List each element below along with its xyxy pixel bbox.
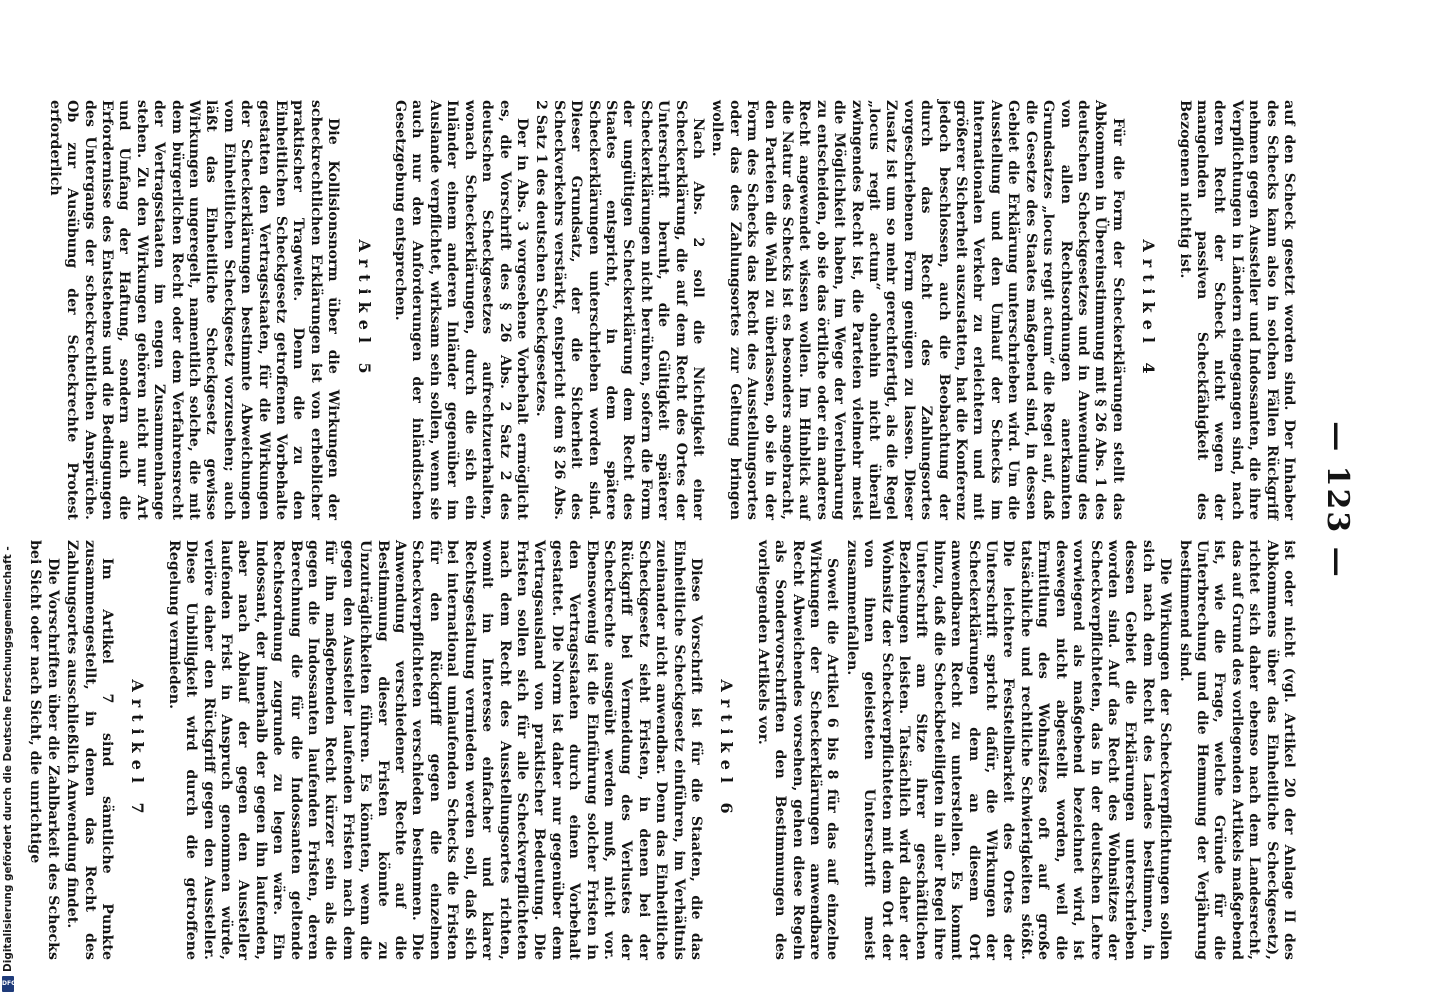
paragraph: Diese Vorschrift ist für die Staaten, die das Einheitliche Scheckgesetz einführen, im Verhältnis zueinander nicht anwendbar. Denn das Einheitliche Scheckgesetz sieht Fristen, in denen bei der Rückgriff bei Vermeidung des Verlustes der Scheckrechte ausgeübt werden muß, nicht vor. Ebensowenig ist die Einführung solcher Fristen in den Vertragsstaaten durch einen Vorbehalt gestattet. Die Norm ist daher nur gegenüber dem Vertragsausland von praktischer Bedeutung. Die Fristen sollen sich für alle Scheckverpflichteten nach dem Recht des Ausstellungsortes richten, womit im Interesse einfacher und klarer Rechtsgestaltung vermieden werden soll, daß sich bei international umlaufenden Schecks die Fristen für den Rückgriff gegen die einzelnen Scheckverpflichteten verschieden bestimmen. Die Anwendung verschiedener Rechte auf die Bestimmung dieser Fristen könnte zu Unzuträglichkeiten führen. Es könnten, wenn die gegen den Aussteller laufenden Fristen nach dem für ihn maßgebenden Recht kürzer sein als die gegen die Indossanten laufenden Fristen, deren Berechnung die für die Indossanten geltende Rechtsordnung zugrunde zu legen wäre. Ein Indossant, der innerhalb der gegen ihn laufenden, aber nach Ablauf der gegen den Aussteller laufenden Frist in Anspruch genommen würde, verlöre daher den Rückgriff gegen den Aussteller. Diese Unbilligkeit wird durch die getroffene Regelung vermieden. xyxy=(165,540,704,960)
paragraph: Die Wirkungen der Scheckverpflichtungen sollen sich nach dem Recht des Landes bestimmen, in dessen Gebiet die Erklärungen unterschrieben worden sind. Auf das Recht des Wohnsitzes der Scheckverpflichteten, das in der deutschen Lehre vorwiegend als maßgebend bezeichnet wird, ist deswegen nicht abgestellt worden, weil die Ermittlung des Wohnsitzes oft auf große tatsächliche und rechtliche Schwierigkeiten stößt. Die leichtere Feststellbarkeit des Ortes der Unterschrift spricht dafür, die Wirkungen der Scheckerklärungen dem an diesem Ort anwendbaren Recht zu unterstellen. Es kommt hinzu, daß die Scheckbeteiligten in aller Regel ihre Unterschrift am Sitze ihrer geschäftlichen Beziehungen leisten. Tatsächlich wird daher der Wohnsitz der Scheckverpflichteten mit dem Ort der von ihnen geleisteten Unterschrift meist zusammenfallen. xyxy=(843,540,1174,960)
paragraph: Die Kollisionsnorm über die Wirkungen der scheckrechtlichen Erklärungen ist von erheblicher praktischer Tragweite. Denn die zu den Einheitlichen Scheckgesetz getroffenen Vorbehalte gestatten den Vertragsstaaten, für die Wirkungen der Scheckerklärungen bestimmte Abweichungen vom Einheitlichen Scheckgesetz vorzusehen; auch läßt das Einheitliche Scheckgesetz gewisse Wirkungen ungeregelt, namentlich solche, die mit dem bürgerlichen Recht oder dem Verfahrensrecht der Vertragsstaaten im engen Zusammenhange stehen. Zu den Wirkungen gehören nicht nur Art und Umfang der Haftung, sondern auch die Erfordernisse des Entstehens und die Bedingungen des Untergangs der scheckrechtlichen Ansprüche. Ob zur Ausübung der Scheckrechte Protest erforderlich xyxy=(46,100,342,520)
paragraph: Der in Abs. 3 vorgesehene Vorbehalt ermöglicht es, die Vorschrift des § 26 Abs. 2 Satz 2 des deutschen Scheckgesetzes aufrechtzuerhalten, wonach Scheckerklärungen, durch die sich ein Inländer einem anderen Inländer gegenüber im Auslande verpflichtet, wirksam sein sollen, wenn sie auch nur den Anforderungen der inländischen Gesetzgebung entsprechen. xyxy=(392,100,530,520)
page-number: — 123 — xyxy=(1320,421,1355,579)
paragraph: ist oder nicht (vgl. Artikel 20 der Anlage II des Abkommens über das Einheitliche Scheckgesetz), richtet sich daher ebenso nach dem Landesrecht, das auf Grund des vorliegenden Artikels maßgebend ist, wie die Frage, welche Gründe für die Unterbrechung und die Hemmung der Verjährung bestimmend sind. xyxy=(1176,540,1297,960)
right-column xyxy=(24,540,1297,960)
paragraph: Soweit die Artikel 6 bis 8 für das auf einzelne Wirkungen der Scheckerklärungen anwendbare Recht Abweichendes vorsehen, gehen diese Regeln als Sondervorschriften den Bestimmungen des vorliegenden Artikels vor. xyxy=(754,540,841,960)
credit-text: Digitalisierung gefördert durch die Deutsche Forschungsgemeinschaft - xyxy=(2,546,14,972)
article-heading: Artikel 4 xyxy=(1139,239,1159,381)
paragraph: Im Artikel 7 sind sämtliche Punkte zusammengestellt, in denen das Recht des Zahlungsortes ausschließlich Anwendung findet. xyxy=(64,540,115,960)
dfg-logo: DFG xyxy=(2,976,14,992)
left-column xyxy=(43,100,1297,520)
scanned-page xyxy=(27,20,1397,980)
paragraph: auf den Scheck gesetzt worden sind. Der Inhaber des Schecks kann also in solchen Fällen Rückgriff nehmen gegen Aussteller und Indossanten, die ihre Verpflichtungen in Ländern eingegangen sind, nach deren Recht der Scheck nicht wegen der mangelnden passiven Scheckfähigkeit des Bezogenen nichtig ist. xyxy=(1176,100,1297,520)
article-heading: Artikel 6 xyxy=(717,679,737,821)
digitization-credit xyxy=(0,0,16,1000)
paragraph: Für die Form der Scheckerklärungen stellt das Abkommen in Übereinstimmung mit § 26 Abs. 1 des deutschen Scheckgesetzes und in Anwendung des von allen Rechtsordnungen anerkannten Grundsatzes „locus regit actum“ die Regel auf, daß die Gesetze des Staates maßgebend sind, in dessen Gebiet die Erklärung unterschrieben wird. Um die Ausstellung und den Umlauf der Schecks im internationalen Verkehr zu erleichtern und mit größerer Sicherheit auszustatten, hat die Konferenz jedoch beschlossen, auch die Beobachtung der durch das Recht des Zahlungsortes vorgeschriebenen Form genügen zu lassen. Dieser Zusatz ist um so mehr gerechtfertigt, als die Regel „locus regit actum“ ohnehin nicht überall zwingendes Recht ist, die Parteien vielmehr meist die Möglichkeit haben, im Wege der Vereinbarung zu entscheiden, ob sie das örtliche oder ein anderes Recht angewendet wissen wollen. Im Hinblick auf die Natur des Schecks ist es besonders angebracht, den Parteien die Wahl zu überlassen, ob sie in der Form des Schecks das Recht des Ausstellungsortes oder das des Zahlungsortes zur Geltung bringen wollen. xyxy=(709,100,1126,520)
paragraph: Die Vorschriften über die Zahlbarkeit des Schecks bei Sicht oder nach Sicht, die unrichtige xyxy=(27,540,61,960)
article-heading: Artikel 7 xyxy=(128,679,148,821)
paragraph: Nach Abs. 2 soll die Nichtigkeit einer Scheckerklärung, die auf dem Recht des Ortes der Unterschrift beruht, die Gültigkeit späterer Scheckerklärungen nicht berühren, sofern die Form der ungültigen Scheckerklärung dem Recht des Staates entspricht, in dem spätere Scheckerklärungen unterschrieben worden sind. Dieser Grundsatz, der die Sicherheit des Scheckverkehrs verstärkt, entspricht dem § 26 Abs. 2 Satz 1 des deutschen Scheckgesetzes. xyxy=(533,100,706,520)
article-heading: Artikel 5 xyxy=(354,239,374,381)
